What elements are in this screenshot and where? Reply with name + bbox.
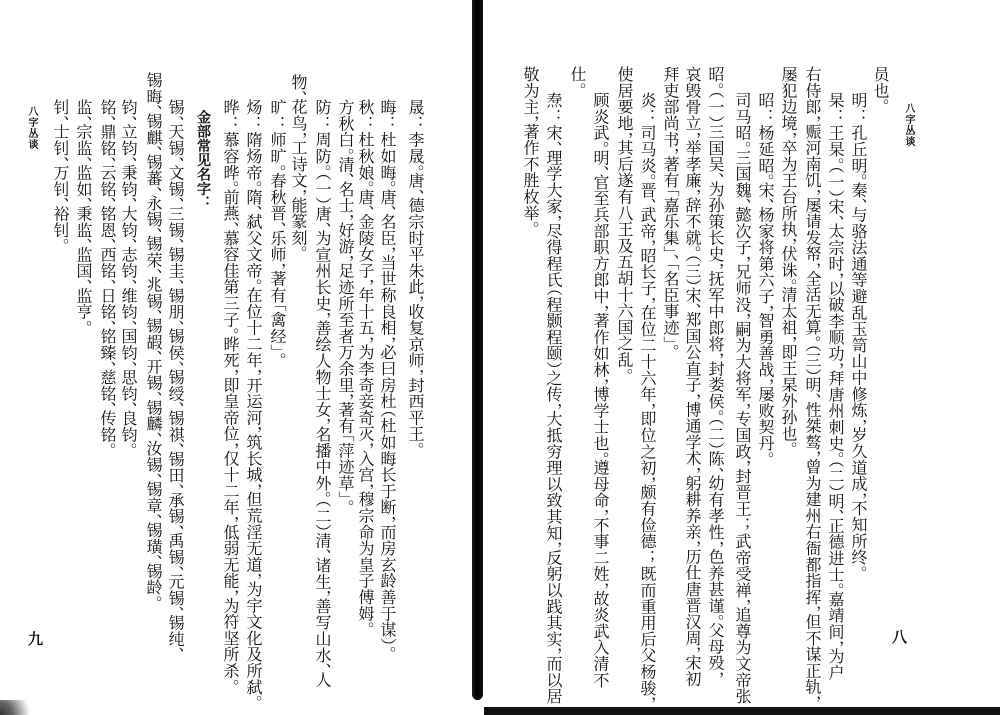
entry-column: 司马昭。三国魏、懿次子，兄师没，嗣为大将军，专国政，封晋王；武帝受禅，追尊为文帝张 xyxy=(733,92,752,705)
name-list-column: 监、宗监、监如、秉监、监国、监亨。 xyxy=(74,99,93,329)
entry-column: 焘：宋、理学大家，尽得程氏（程颢程颐）之传，大抵穷理以致其知，反躬以践其实，而以居 xyxy=(544,92,563,705)
running-head: 八字丛谈 xyxy=(903,103,914,147)
entry-column: 防：周防。（一）唐、为宣州长史，善绘人物士女，名播中外。（二）清、诸生，善写山水、人 xyxy=(313,99,332,688)
entry-column: 明：孔丘明。秦、与骆法通等避乱玉笥山中修炼，岁久道成，不知所终。 xyxy=(849,92,868,574)
right-page xyxy=(484,0,1000,715)
name-list-column: 铭、鼎铭、云铭、铭恩、西铭、日铭、铭臻、慈铭、传铭。 xyxy=(98,99,117,451)
entry-column: 杲：王杲。（一）宋、太宗时，以破李顺功，拜唐州刺史。（二）明、正德进士。嘉靖间，为户 xyxy=(826,92,845,681)
page-number: 九 xyxy=(28,630,44,648)
section-title: 金部常见名字： xyxy=(195,110,211,211)
book-gutter-shadow xyxy=(472,0,483,700)
left-page xyxy=(0,0,472,715)
text-column: 拜吏部尚书，著有「嘉乐集」、「名臣事迹」。 xyxy=(661,66,680,353)
name-list-column: 锡、天锡、文锡、三锡、锡圭、锡朋、锡侯、锡绶、锡祺、锡田、承锡、禹锡、元锡、锡纯、 xyxy=(166,99,185,656)
name-list-column: 锡晦、锡麒、锡蕃、永锡、锡荣、兆锡、锡嘏、开锡、锡麟、汝锡、锡章、锡璜、锡龄。 xyxy=(144,72,163,604)
text-column: 仕。 xyxy=(568,66,587,91)
entry-column: 晟：李晟。唐、德宗时平朱此，收复京师，封西平王。 xyxy=(406,99,425,451)
entry-column: 晦：杜如晦。唐、名臣，当世称良相，必曰房杜（杜如晦长于断，而房玄龄善于谋）。 xyxy=(378,99,397,655)
text-column: 员也。 xyxy=(871,66,890,107)
text-column: 右侍郎，赈河南饥，屡请发帑，全活无算。（三）明、性桀骜，曾为建州右衙都指挥，但不谋正轨， xyxy=(803,66,822,704)
text-column: 昭。（一）三国吴、为孙策长史，抚军中郎将，封娄侯。（二）陈、幼有孝性，色养甚谨。父母殁， xyxy=(706,66,725,680)
text-column: 敬为主，著作不胜枚举。 xyxy=(521,66,540,230)
entry-column: 晔：慕容晔。前燕、慕容佳第三子。晔死，即皇帝位，仅十二年，低弱无能，为符坚所杀。 xyxy=(221,99,240,687)
entry-column: 顾炎武。明、官至兵部职方郎中，著作如林，博学士也。遵母命，不事二姓，故炎武入清不 xyxy=(591,92,610,688)
text-column: 屡犯边境，卒为王台所执，伏诛。清太祖，即王杲外孙也。 xyxy=(779,66,798,450)
entry-column: 旷：师旷。春秋晋、乐师，著有「禽经」。 xyxy=(268,99,287,361)
entry-column: 昭：杨延昭。宋、杨家将第六子，智勇善战，屡败契丹。 xyxy=(756,92,775,460)
name-list-column: 钊、士钊、万钊、裕钊。 xyxy=(51,99,70,247)
entry-column: 秋：杜秋娘。唐、金陵女子，年十五，为李奇妾奇灭，入宫，穆宗命为皇子傅姆。 xyxy=(356,99,375,630)
name-list-column: 钧、立钧、秉钧、大钧、志钧、维钧、国钧、思钧、良钧。 xyxy=(119,99,138,451)
running-head: 八字丛谈 xyxy=(26,106,37,150)
text-column: 物、花鸟，工诗文，能篆刻。 xyxy=(289,74,308,254)
text-column: 哀毁骨立，举孝廉，辞不就。（三）宋、郑国公直子，博通学术，躬耕养亲，历仕唐晋汉周，宋初 xyxy=(683,66,702,687)
entry-column: 方秋白。清、名士，好游，足迹所至者万余里，著有「萍迹草」。 xyxy=(336,99,355,508)
entry-column: 炎：司马炎。晋、武帝，昭长子，在位二十六年，即位之初，颇有俭德；既而重用后父杨骏， xyxy=(638,92,657,705)
text-column: 使居要地，其后遂有八王及五胡十六国之乱。 xyxy=(615,66,634,376)
entry-column: 炀：隋炀帝。隋、弑父文帝。在位十二年，开运河，筑长城，但荒淫无道，为宇文化及所弑。 xyxy=(244,99,263,704)
page-number: 八 xyxy=(892,628,908,646)
